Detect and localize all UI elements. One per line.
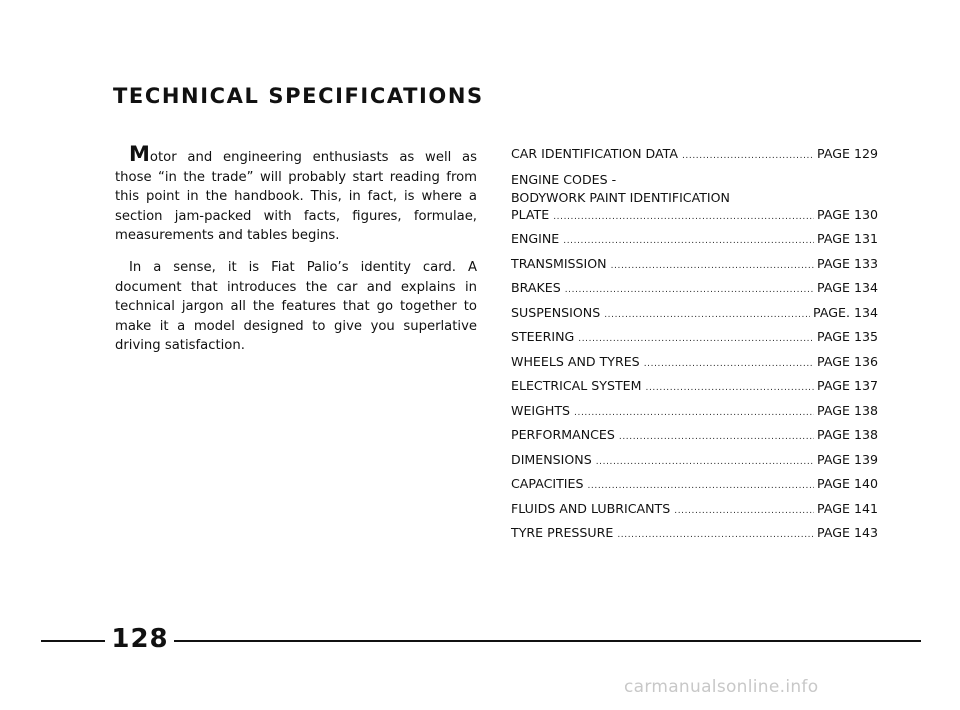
toc-label: ELECTRICAL SYSTEM [511, 378, 642, 393]
intro-paragraph-2: In a sense, it is Fiat Palio’s identity card. A document that introduces the car and explains in technical jargon all the features that go together to make it a model designed to give you superlative driving satisfaction. [115, 259, 477, 354]
toc-leader-dots [596, 454, 814, 470]
toc-item-brakes[interactable] [511, 280, 878, 298]
toc-item-dimensions[interactable] [511, 452, 878, 470]
toc-leader-dots [682, 148, 814, 164]
toc-label: BRAKES [511, 280, 561, 295]
toc-leader-dots [565, 282, 814, 298]
toc-item-tyre-pressure[interactable] [511, 525, 878, 543]
toc-label: SUSPENSIONS [511, 304, 601, 320]
toc-item-engine-codes-plate[interactable] [511, 171, 878, 225]
toc-leader-dots [587, 478, 814, 494]
toc-page: PAGE 131 [817, 231, 878, 246]
toc-page: PAGE 130 [817, 206, 878, 222]
toc-page: PAGE. 134 [813, 304, 878, 320]
footer-rule-right [174, 640, 921, 642]
toc-item-steering[interactable] [511, 329, 878, 347]
toc-item-capacities[interactable] [511, 476, 878, 494]
toc-page: PAGE 138 [817, 402, 878, 418]
intro-text [115, 142, 477, 368]
toc-page: PAGE 129 [817, 146, 878, 161]
drop-cap: M [129, 142, 150, 166]
toc-item-engine[interactable] [511, 231, 878, 249]
toc-leader-dots [604, 307, 810, 323]
footer-rule-left [41, 640, 105, 642]
toc-item-performances[interactable] [511, 427, 878, 445]
toc-label: ENGINE [511, 231, 560, 246]
toc-page: PAGE 141 [817, 500, 878, 516]
toc-page: PAGE 143 [817, 525, 878, 540]
toc-label: PLATE [511, 206, 550, 222]
toc-label: PERFORMANCES [511, 427, 615, 442]
toc-label: TRANSMISSION [511, 255, 607, 271]
toc-item-wheels-and-tyres[interactable] [511, 354, 878, 372]
toc-page: PAGE 135 [817, 329, 878, 344]
toc-item-weights[interactable] [511, 403, 878, 421]
toc-label: CAR IDENTIFICATION DATA [511, 146, 678, 161]
toc-leader-dots [574, 405, 814, 421]
toc-item-electrical-system[interactable] [511, 378, 878, 396]
toc-label: FLUIDS AND LUBRICANTS [511, 500, 671, 516]
toc-label: TYRE PRESSURE [511, 525, 614, 540]
toc-page: PAGE 140 [817, 476, 878, 491]
toc-leader-dots [553, 209, 814, 225]
toc-page: PAGE 134 [817, 280, 878, 295]
toc-leader-dots [619, 429, 814, 445]
table-of-contents [511, 146, 878, 550]
toc-item-transmission[interactable] [511, 256, 878, 274]
toc-page: PAGE 138 [817, 427, 878, 442]
toc-page: PAGE 133 [817, 255, 878, 271]
toc-page: PAGE 136 [817, 353, 878, 369]
toc-label: CAPACITIES [511, 476, 584, 491]
toc-label: STEERING [511, 329, 575, 344]
toc-item-car-identification-data[interactable] [511, 146, 878, 164]
page-number: 128 [111, 624, 169, 654]
toc-leader-dots [617, 527, 814, 543]
toc-label: WHEELS AND TYRES [511, 353, 640, 369]
toc-leader-dots [646, 380, 815, 396]
toc-leader-dots [578, 331, 814, 347]
toc-label: DIMENSIONS [511, 451, 592, 467]
toc-leader-dots [563, 233, 814, 249]
toc-item-fluids-and-lubricants[interactable] [511, 501, 878, 519]
toc-leader-dots [644, 356, 814, 372]
intro-paragraph-1 [115, 142, 477, 246]
toc-item-suspensions[interactable] [511, 305, 878, 323]
toc-page: PAGE 137 [817, 378, 878, 393]
watermark: carmanualsonline.info [624, 677, 819, 697]
intro-paragraph-1-text: otor and engineering enthusiasts as well as those “in the trade” will probably start reading from this point in the handbook. This, in fact, is where a section jam-packed with facts, figures, formulae, measurements and tables begins. [115, 150, 477, 244]
toc-page: PAGE 139 [817, 451, 878, 467]
toc-label-line-2: BODYWORK PAINT IDENTIFICATION [511, 189, 730, 205]
toc-leader-dots [611, 258, 814, 274]
toc-leader-dots [674, 503, 814, 519]
toc-label-line-1: ENGINE CODES - [511, 171, 617, 187]
page-title: TECHNICAL SPECIFICATIONS [113, 84, 484, 108]
toc-label: WEIGHTS [511, 402, 571, 418]
